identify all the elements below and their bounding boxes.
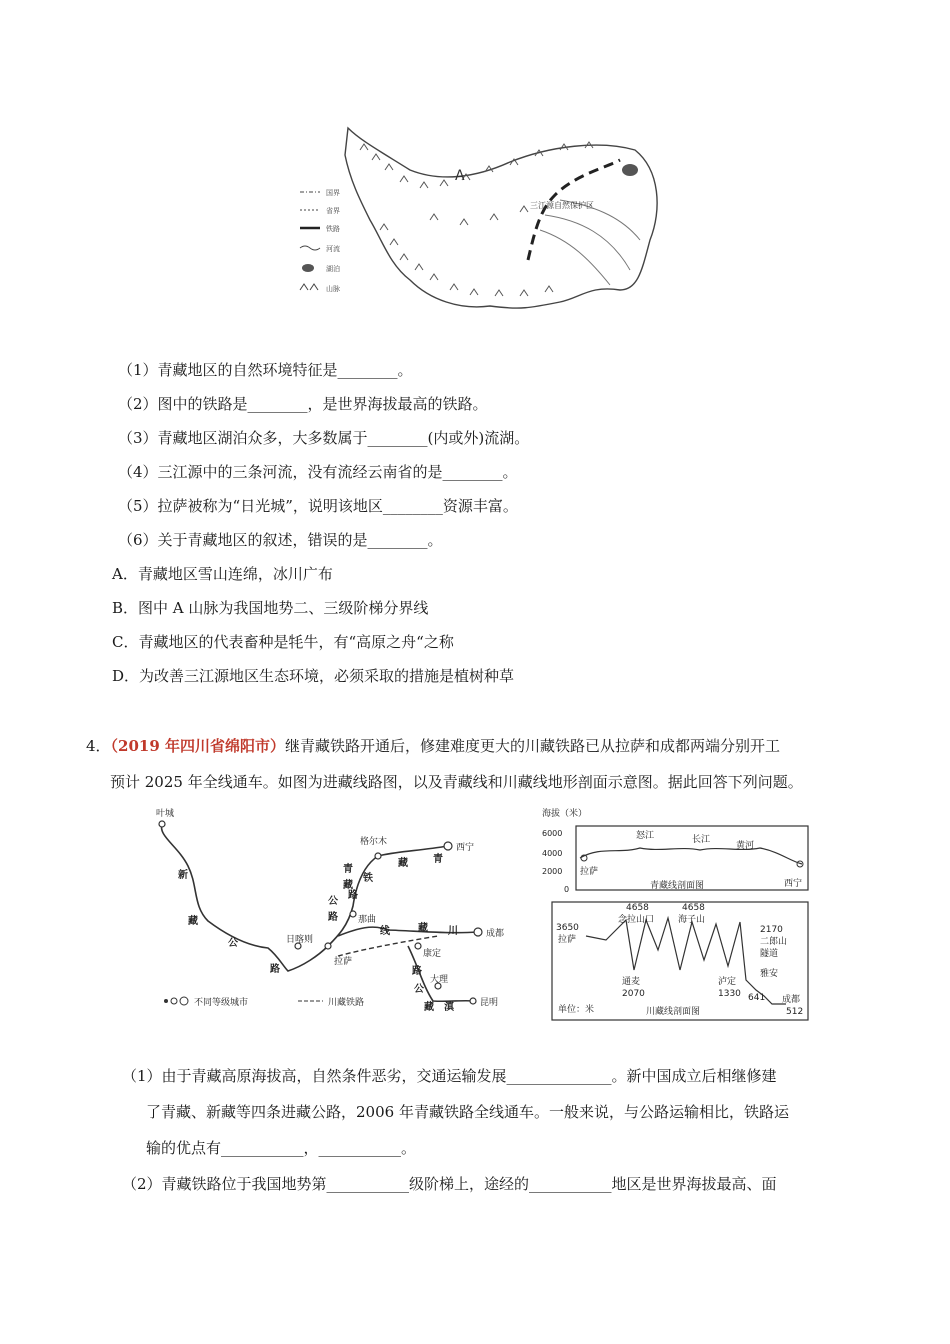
region-outline bbox=[345, 128, 657, 308]
q3-item-1: （1）青藏地区的自然环境特征是________。 bbox=[118, 361, 413, 379]
city-label: 西宁 bbox=[456, 843, 475, 853]
y-tick: 2000 bbox=[542, 867, 563, 876]
route-char: 新 bbox=[178, 870, 188, 881]
profile-title: 青藏线剖面图 bbox=[650, 881, 705, 891]
city-label: 康定 bbox=[423, 949, 442, 959]
river-label: 怒江 bbox=[636, 831, 655, 841]
start-label: 拉萨 bbox=[580, 867, 599, 877]
place-label: 念拉山口 bbox=[618, 915, 655, 925]
question-number: 4． bbox=[86, 737, 111, 755]
option-b: B．图中 A 山脉为我国地势二、三级阶梯分界线 bbox=[112, 599, 429, 617]
place-label: 隧道 bbox=[760, 949, 779, 959]
city-label: 成都 bbox=[486, 929, 505, 939]
place-label: 二郎山 bbox=[760, 937, 788, 947]
legend-label: 省界 bbox=[326, 207, 340, 215]
legend-label: 湖泊 bbox=[326, 265, 340, 273]
rivers bbox=[540, 200, 640, 285]
place-label: 海子山 bbox=[678, 915, 706, 925]
q3-item-6: （6）关于青藏地区的叙述，错误的是________。 bbox=[118, 531, 443, 549]
mountain-symbols bbox=[360, 142, 593, 296]
route-char: 藏 bbox=[188, 916, 198, 927]
map-legend bbox=[300, 188, 340, 293]
y-tick: 6000 bbox=[542, 829, 563, 838]
route-char: 铁 bbox=[363, 873, 373, 884]
qinghai-tibet-map bbox=[290, 120, 680, 335]
q3-item-5: （5）拉萨被称为“日光城”，说明该地区________资源丰富。 bbox=[118, 497, 518, 515]
legend-label: 国界 bbox=[326, 189, 340, 197]
route-char: 公 bbox=[328, 896, 338, 907]
place-label: 泸定 bbox=[718, 977, 737, 987]
q3-item-2: （2）图中的铁路是________，是世界海拔最高的铁路。 bbox=[118, 395, 488, 413]
elev-label: 4658 bbox=[626, 903, 649, 913]
route-char: 路 bbox=[328, 912, 338, 923]
elev-label: 512 bbox=[786, 1007, 804, 1017]
elev-label: 2170 bbox=[760, 925, 783, 935]
elev-label: 4658 bbox=[682, 903, 705, 913]
city-label: 叶城 bbox=[156, 809, 175, 819]
route-char: 路 bbox=[412, 966, 422, 977]
y-tick: 4000 bbox=[542, 849, 563, 858]
river-label: 黄河 bbox=[736, 841, 755, 851]
unit-label: 单位：米 bbox=[558, 1005, 595, 1015]
route-char: 藏 bbox=[424, 1002, 434, 1013]
place-label: 拉萨 bbox=[558, 935, 577, 945]
route-char: 川 bbox=[448, 926, 458, 937]
end-label: 西宁 bbox=[784, 879, 803, 889]
qingzang-profile bbox=[540, 806, 812, 894]
place-label: 成都 bbox=[782, 995, 801, 1005]
route-char: 藏 bbox=[343, 880, 353, 891]
route-legend bbox=[164, 996, 364, 1008]
profile-title: 川藏线剖面图 bbox=[646, 1007, 701, 1017]
elev-label: 2070 bbox=[622, 989, 645, 999]
legend-label: 铁路 bbox=[326, 225, 340, 233]
region-label: 三江源自然保护区 bbox=[530, 201, 594, 210]
route-char: 线 bbox=[380, 926, 390, 937]
route-char: 青 bbox=[433, 854, 443, 865]
legend-label: 河流 bbox=[326, 245, 340, 253]
q4-sub2-line-1: （2）青藏铁路位于我国地势第___________级阶梯上，途经的___________地区是世界海拔最高、面 bbox=[122, 1175, 777, 1193]
city-label: 那曲 bbox=[358, 915, 377, 925]
option-c: C．青藏地区的代表畜种是牦牛，有“高原之舟“之称 bbox=[112, 633, 454, 651]
legend-label: 山脉 bbox=[326, 285, 340, 293]
intro-text: 继青藏铁路开通后，修建难度更大的川藏铁路已从拉萨和成都两端分别开工 bbox=[285, 737, 781, 755]
route-char: 藏 bbox=[418, 923, 428, 934]
q4-intro-line-2: 预计 2025 年全线通车。如图为进藏线路图，以及青藏线和川藏线地形剖面示意图。据此回答下列问题。 bbox=[110, 773, 803, 791]
place-label: 通麦 bbox=[622, 977, 641, 987]
river-label: 长江 bbox=[692, 835, 711, 845]
q3-item-3: （3）青藏地区湖泊众多，大多数属于________(内或外)流湖。 bbox=[118, 429, 530, 447]
city-label: 格尔木 bbox=[360, 837, 388, 847]
route-char: 公 bbox=[414, 984, 424, 995]
legend-label: 川藏铁路 bbox=[328, 998, 365, 1008]
q4-intro-line-1 bbox=[86, 736, 780, 756]
question-source: （2019 年四川省绵阳市） bbox=[110, 737, 286, 755]
route-char: 路 bbox=[270, 964, 280, 975]
route-map bbox=[148, 806, 516, 1022]
mountain-label-a: A bbox=[455, 168, 465, 184]
y-tick: 0 bbox=[564, 885, 570, 894]
city-label: 日喀则 bbox=[286, 935, 314, 945]
route-char: 路 bbox=[348, 890, 358, 901]
legend-label: 不同等级城市 bbox=[194, 998, 249, 1008]
elev-label: 3650 bbox=[556, 923, 579, 933]
route-char: 滇 bbox=[444, 1002, 454, 1013]
q4-sub1-line-2: 了青藏、新藏等四条进藏公路，2006 年青藏铁路全线通车。一般来说，与公路运输相比，铁路运 bbox=[146, 1103, 789, 1121]
route-char: 藏 bbox=[398, 858, 408, 869]
option-d: D．为改善三江源地区生态环境，必须采取的措施是植树种草 bbox=[112, 667, 515, 685]
chuanzang-profile bbox=[546, 900, 812, 1022]
q3-item-4: （4）三江源中的三条河流，没有流经云南省的是________。 bbox=[118, 463, 518, 481]
q4-sub1-line-3: 输的优点有___________，___________。 bbox=[146, 1139, 417, 1157]
city-label: 大理 bbox=[430, 975, 449, 985]
city-label: 拉萨 bbox=[334, 957, 353, 967]
elev-label: 641 bbox=[748, 993, 766, 1003]
lake-icon bbox=[622, 164, 638, 176]
railway-line bbox=[528, 160, 620, 260]
city-label: 昆明 bbox=[480, 998, 499, 1008]
route-char: 青 bbox=[343, 864, 353, 875]
y-axis-label: 海拔（米） bbox=[542, 809, 588, 819]
option-a: A．青藏地区雪山连绵，冰川广布 bbox=[112, 565, 333, 583]
route-char: 公 bbox=[228, 938, 238, 949]
elev-label: 1330 bbox=[718, 989, 741, 999]
place-label: 雅安 bbox=[760, 969, 779, 979]
q4-sub1-line-1: （1）由于青藏高原海拔高，自然条件恶劣，交通运输发展______________。新中国成立后相继修建 bbox=[122, 1067, 777, 1085]
